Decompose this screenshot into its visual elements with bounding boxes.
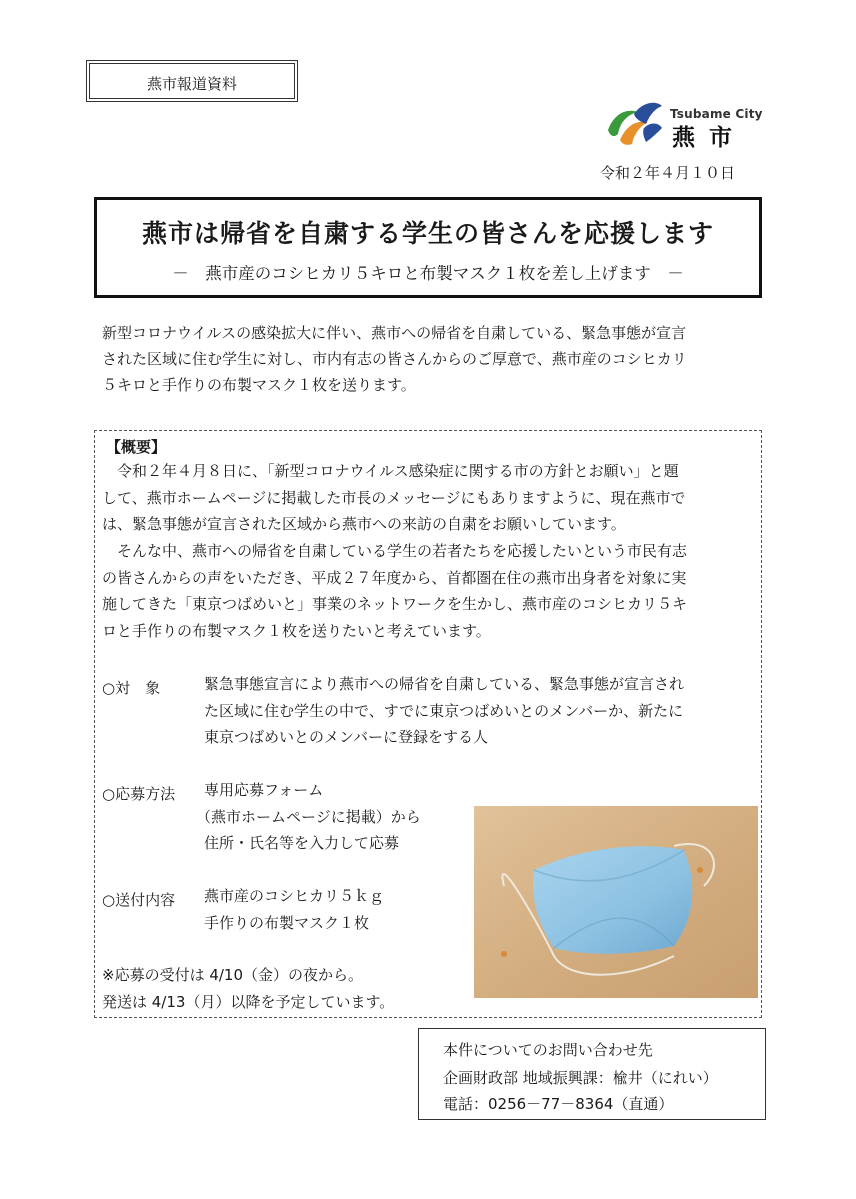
intro-paragraph (102, 320, 762, 398)
cloth-mask-photo (474, 806, 758, 998)
contents-line: 手作りの布製マスク１枚 (204, 913, 370, 932)
method-line: 専用応募フォーム (204, 781, 324, 799)
intro-line: された区域に住む学生に対し、市内有志の皆さんからのご厚意で、燕市産のコシヒカリ (102, 350, 687, 368)
logo-english-name: Tsubame City (670, 107, 763, 121)
target-line: 東京つばめいとのメンバーに登録をする人 (204, 728, 488, 746)
page-subtitle: － 燕市産のコシヒカリ５キロと布製マスク１枚を差し上げます － (172, 264, 684, 283)
paragraph-line: そんな中、燕市への帰省を自粛している学生の若者たちを応援したいという市民有志 (102, 542, 688, 560)
contact-box (418, 1028, 766, 1120)
note-line: 発送は 4/13（月）以降を予定しています。 (102, 992, 395, 1011)
paragraph-line: ロと手作りの布製マスク１枚を送りたいと考えています。 (102, 621, 491, 640)
contents-text (204, 883, 464, 936)
title-box (94, 197, 762, 298)
release-date: 令和２年４月１０日 (600, 164, 736, 182)
contents-line: 燕市産のコシヒカリ５ｋｇ (204, 887, 385, 905)
contact-phone: 電話：0256－77－8364（直通） (443, 1095, 674, 1113)
target-text (204, 671, 754, 751)
overview-paragraph-2 (102, 538, 750, 644)
paragraph-line: は、緊急事態が宣言された区域から燕市への来訪の自粛をお願いしています。 (102, 515, 626, 533)
intro-line: 新型コロナウイルスの感染拡大に伴い、燕市への帰省を自粛している、緊急事態が宣言 (102, 324, 687, 342)
intro-line: ５キロと手作りの布製マスク１枚を送ります。 (102, 376, 416, 394)
notes (102, 962, 462, 1015)
overview-paragraph-1 (102, 458, 750, 538)
press-release-label-box (86, 60, 298, 102)
page-title: 燕市は帰省を自粛する学生の皆さんを応援します (141, 219, 714, 248)
note-line: ※応募の受付は 4/10（金）の夜から。 (102, 966, 364, 984)
paragraph-line: して、燕市ホームページに掲載した市長のメッセージにもありますように、現在燕市で (102, 488, 686, 507)
target-label: ○対 象 (102, 679, 161, 697)
press-release-label: 燕市報道資料 (146, 75, 237, 93)
target-line: た区域に住む学生の中で、すでに東京つばめいとのメンバーか、新たに (204, 701, 684, 720)
contact-department: 企画財政部 地域振興課：楡井（にれい） (443, 1069, 718, 1087)
paragraph-line: の皆さんからの声をいただき、平成２７年度から、首都圏在住の燕市出身者を対象に実 (102, 568, 687, 587)
method-label: ○応募方法 (102, 785, 176, 803)
paragraph-line: 施してきた「東京つばめいと」事業のネットワークを生かし、燕市産のコシヒカリ５キ (102, 595, 688, 613)
method-line: 住所・氏名等を入力して応募 (204, 834, 400, 852)
contact-title: 本件についてのお問い合わせ先 (443, 1041, 653, 1059)
overview-heading: 【概要】 (106, 438, 167, 456)
method-text (196, 777, 464, 857)
target-line: 緊急事態宣言により燕市への帰省を自粛している、緊急事態が宣言され (204, 675, 685, 693)
logo-japanese-name: 燕市 (672, 125, 746, 151)
paragraph-line: 令和２年４月８日に、「新型コロナウイルス感染症に関する市の方針とお願い」と題 (102, 462, 679, 480)
method-line: （燕市ホームページに掲載）から (196, 807, 421, 826)
tsubame-city-logo-icon (604, 100, 664, 146)
contents-label: ○送付内容 (102, 891, 176, 909)
